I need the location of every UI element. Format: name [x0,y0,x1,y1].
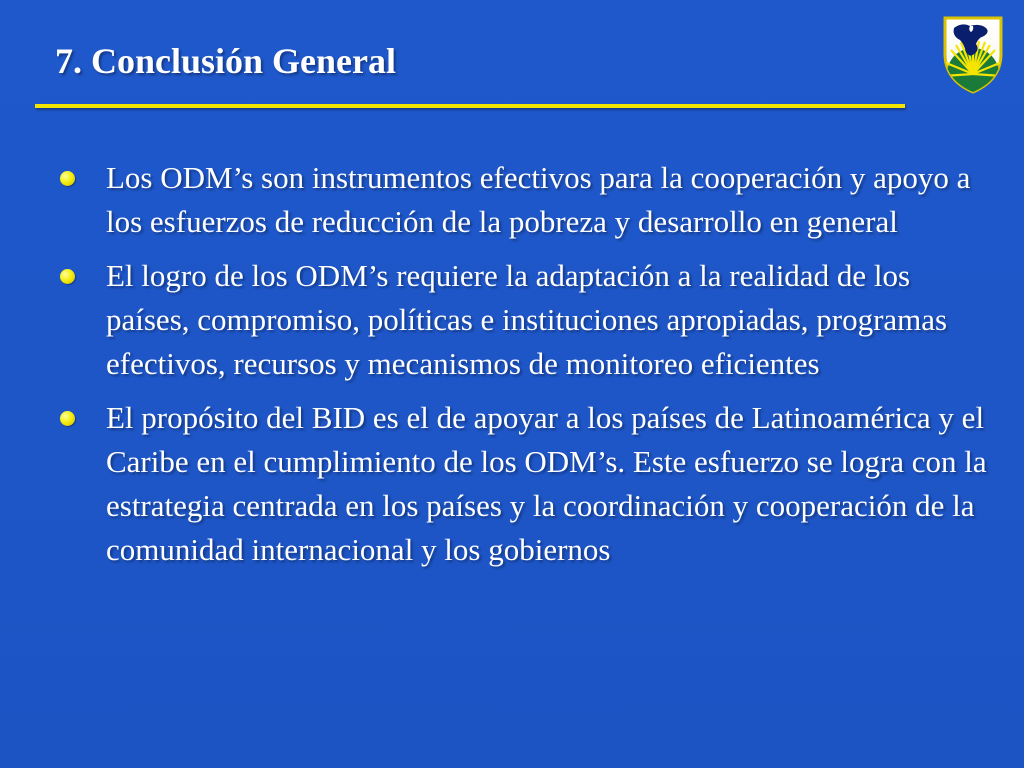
list-item [58,254,988,386]
bullet-list [58,156,988,582]
list-item [58,396,988,572]
idb-shield-globe-icon [940,14,1006,94]
bullet-text: Los ODM’s son instrumentos efectivos para la cooperación y apoyo a los esfuerzos de reducción de la pobreza y desarrollo en general [106,160,971,239]
title-underline [35,104,905,108]
bullet-icon [60,411,75,426]
bullet-icon [60,171,75,186]
list-item [58,156,988,244]
bullet-icon [60,269,75,284]
bullet-text: El logro de los ODM’s requiere la adaptación a la realidad de los países, compromiso, políticas e instituciones apropiadas, programas efectivos, recursos y mecanismos de monitoreo eficientes [106,258,948,381]
bullet-text: El propósito del BID es el de apoyar a los países de Latinoamérica y el Caribe en el cumplimiento de los ODM’s. Este esfuerzo se logra con la estrategia centrada en los países y la coordinación y cooperación de la comunidad internacional y los gobiernos [106,400,987,567]
slide-title: 7. Conclusión General [55,41,397,81]
